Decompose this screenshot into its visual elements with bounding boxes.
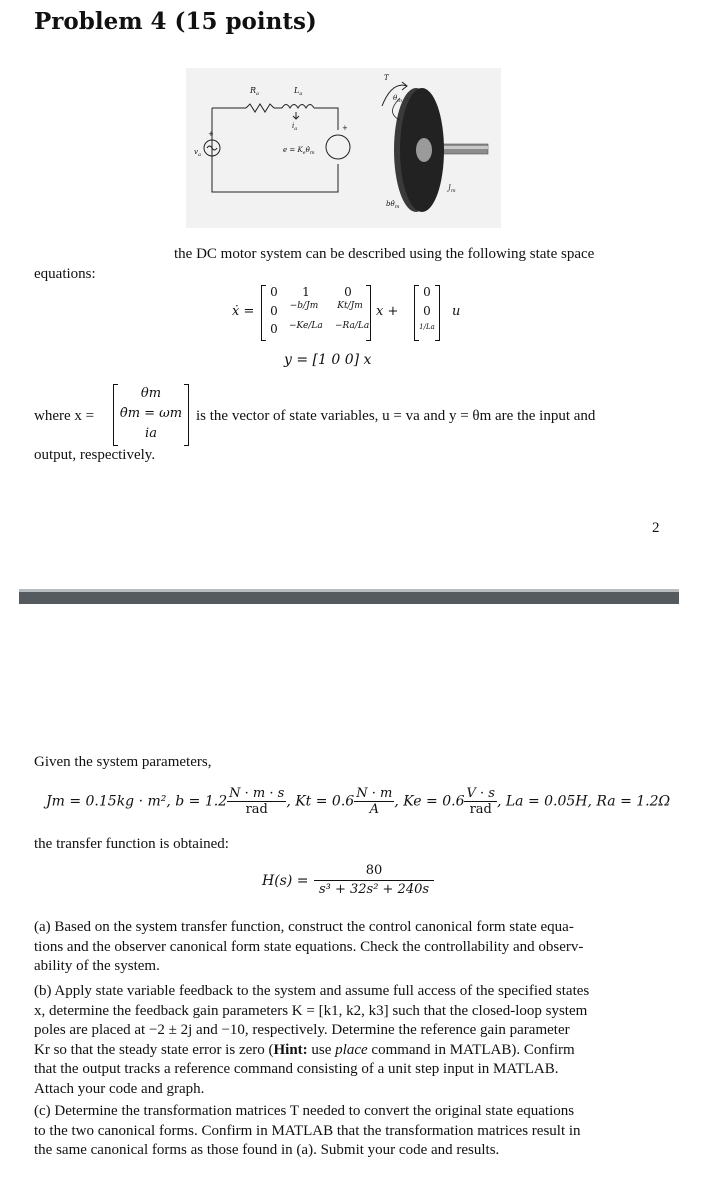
- params-line: Jm = 0.15kg · m², b = 1.2 $\frac{N \cdot m \cdot s}{\text{rad}}$ , Kt = 0.6 $\frac{N \cdot m}{A}$ , Ke = 0.6 $\frac{V \cdot s}{\text{rad}}$ , La = 0.05H, Ra = 1.2Ω: [46, 786, 671, 817]
- state-vector: θm θ̇m = ωm ia: [113, 384, 189, 446]
- dc-motor-diagram: [186, 68, 501, 228]
- label-plus: +: [208, 130, 214, 138]
- label-friction: $b\thetȧ_m$: [386, 200, 400, 210]
- tf-intro: the transfer function is obtained:: [34, 836, 229, 852]
- output-equation: y = [1 0 0] x: [284, 352, 372, 368]
- part-c: (c) Determine the transformation matrices T needed to convert the original state equations to the two canonical forms. Confirm in MATLAB that the transformation matrices result in the same canonical forms as those found in (a). Submit your code and results.: [34, 1103, 581, 1158]
- state-eq-input: u: [452, 304, 461, 319]
- state-eq-lhs: ẋ =: [232, 304, 255, 319]
- intro-line-2: equations:: [34, 266, 96, 282]
- label-jm: $J_m$: [448, 184, 456, 194]
- matrix-A: 0 1 0 0 −b/Jm Kt/Jm 0 −Ke/La −Ra/La: [261, 285, 371, 341]
- vector-B: 0 0 1/La: [414, 285, 440, 341]
- label-emf: $e = K_e\thetȧ_m$: [283, 146, 315, 156]
- page-divider: [19, 592, 679, 604]
- label-ia: $i_a$: [292, 122, 298, 132]
- where-line-2: output, respectively.: [34, 447, 156, 463]
- tf-fraction: 80 s³ + 32s² + 240s: [314, 862, 434, 899]
- page-number: 2: [652, 520, 660, 536]
- label-torque: T: [384, 74, 389, 82]
- where-suffix: is the vector of state variables, u = va and y = θm are the input and: [196, 408, 596, 424]
- params-intro: Given the system parameters,: [34, 754, 212, 770]
- part-a: (a) Based on the system transfer function, construct the control canonical form state equa- tions and the observer canonical form state equations. Check the controllability and observ- ability of the system.: [34, 919, 584, 974]
- label-theta: $\theta_m$: [393, 94, 402, 104]
- problem-title: Problem 4 (15 points): [34, 8, 317, 35]
- label-ra: $R_a$: [250, 86, 260, 97]
- dc-motor-figure: [186, 68, 501, 228]
- where-prefix: where x =: [34, 408, 95, 424]
- part-b: (b) Apply state variable feedback to the system and assume full access of the specified states x, determine the feedback gain parameters K = [k1, k2, k3] such that the closed-loop system poles are placed at −2 ± 2j and −10, respectively. Determine the reference gain parameter Kr so that the steady state error is zero (Hint: use place command in MATLAB). Confirm that the output tracks a reference command consisting of a unit step input in MATLAB. Attach your code and graph.: [34, 983, 590, 1097]
- state-eq-mid: x +: [376, 304, 399, 319]
- label-la: $L_a$: [294, 86, 303, 97]
- tf-lhs: H(s) =: [262, 873, 309, 889]
- label-va: $v_a$: [194, 148, 201, 158]
- label-motor-plus: +: [342, 124, 348, 132]
- intro-line-1: the DC motor system can be described using the following state space: [174, 246, 595, 262]
